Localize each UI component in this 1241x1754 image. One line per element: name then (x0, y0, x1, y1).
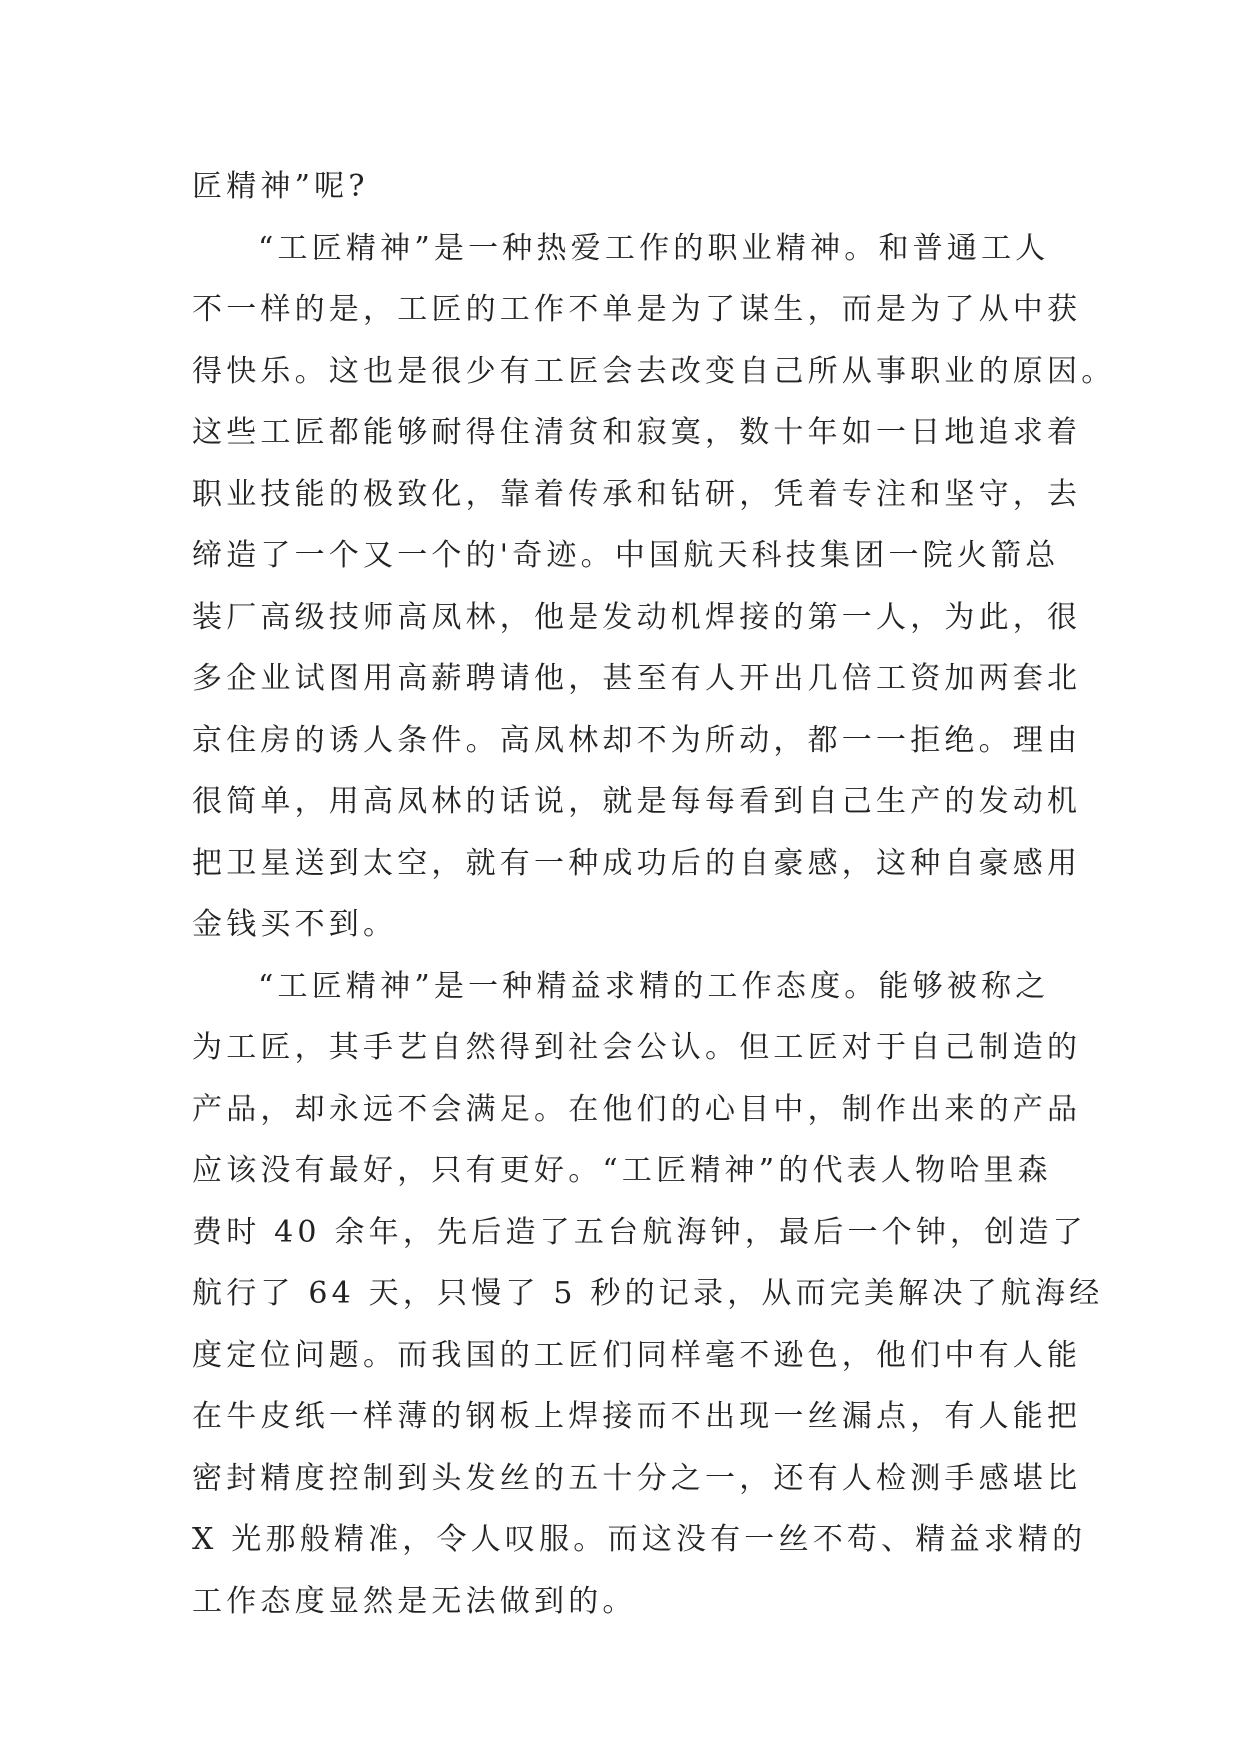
text-line: 密封精度控制到头发丝的五十分之一，还有人检测手感堪比 (192, 1460, 1082, 1496)
text-line: 职业技能的极致化，靠着传承和钻研，凭着专注和坚守，去 (192, 476, 1082, 512)
text-line: X 光那般精准，令人叹服。而这没有一丝不苟、精益求精的 (192, 1522, 1087, 1557)
text-line: 航行了 64 天，只慢了 5 秒的记录，从而完美解决了航海经 (192, 1276, 1104, 1311)
text-line: 装厂高级技师高凤林，他是发动机焊接的第一人，为此，很 (192, 599, 1082, 635)
text-line: 把卫星送到太空，就有一种成功后的自豪感，这种自豪感用 (192, 845, 1082, 881)
text-line: 很简单，用高凤林的话说，就是每每看到自己生产的发动机 (192, 784, 1082, 819)
text-line: 不一样的是，工匠的工作不单是为了谋生，而是为了从中获 (192, 292, 1082, 327)
text-line: 费时 40 余年，先后造了五台航海钟，最后一个钟，创造了 (192, 1214, 1087, 1250)
text-line: 京住房的诱人条件。高凤林却不为所动，都一一拒绝。理由 (192, 722, 1082, 758)
paragraph-first-line: “工匠精神”是一种精益求精的工作态度。能够被称之 (258, 968, 1050, 1004)
text-line: 工作态度显然是无法做到的。 (192, 1583, 637, 1619)
text-line: 多企业试图用高薪聘请他，甚至有人开出几倍工资加两套北 (192, 661, 1082, 696)
text-line: 匠精神”呢? (192, 169, 369, 204)
text-line: 产品，却永远不会满足。在他们的心目中，制作出来的产品 (192, 1091, 1082, 1127)
text-line: 度定位问题。而我国的工匠们同样毫不逊色，他们中有人能 (192, 1337, 1082, 1373)
text-line: 缔造了一个又一个的'奇迹。中国航天科技集团一院火箭总 (192, 538, 1060, 573)
paragraph-first-line: “工匠精神”是一种热爱工作的职业精神。和普通工人 (258, 230, 1050, 266)
text-line: 为工匠，其手艺自然得到社会公认。但工匠对于自己制造的 (192, 1030, 1082, 1065)
text-line: 这些工匠都能够耐得住清贫和寂寞，数十年如一日地追求着 (192, 415, 1082, 450)
document-body (192, 156, 1116, 1632)
text-line: 得快乐。这也是很少有工匠会去改变自己所从事职业的原因。 (192, 353, 1116, 389)
text-line: 在牛皮纸一样薄的钢板上焊接而不出现一丝漏点，有人能把 (192, 1399, 1082, 1434)
text-line: 金钱买不到。 (192, 907, 398, 942)
text-line: 应该没有最好，只有更好。“工匠精神”的代表人物哈里森 (192, 1153, 1052, 1188)
